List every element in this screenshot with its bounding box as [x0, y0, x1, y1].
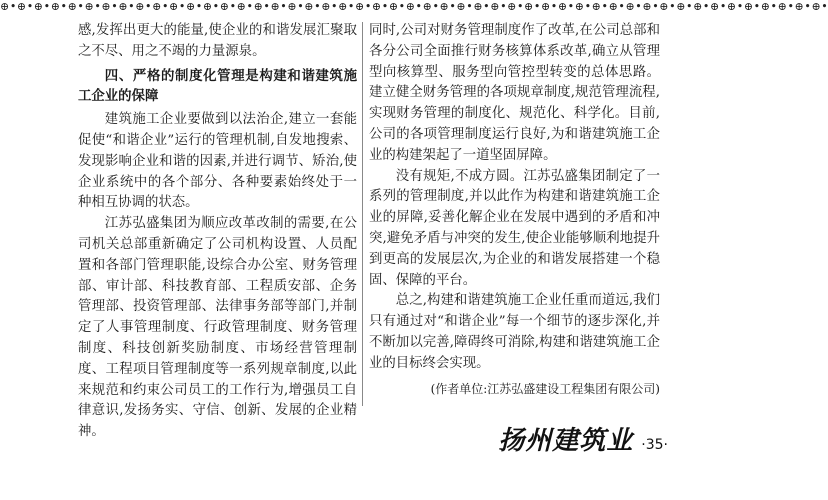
paragraph: 江苏弘盛集团为顺应改革改制的需要,在公司机关总部重新确定了公司机构设置、人员配置和各部门管理职能,设综合办公室、财务管理部、审计部、科技教育部、工程质安部、企务管理部、投资管理部、法律事务部等部门,并制定了人事管理制度、行政管理制度、财务管理制度、科技创新奖励制度、市场经营管理制度、工程项目管理制度等一系列规章制度,以此来规范和约束公司员工的工作行为,增强员工自律意识,发扬务实、守信、创新、发展的企业精神。	[78, 216, 357, 440]
page-footer	[498, 420, 668, 457]
left-column	[78, 21, 357, 443]
right-column	[369, 21, 660, 399]
paragraph: 建筑施工企业要做到以法治企,建立一套能促使“和谐企业”运行的管理机制,自发地搜索、发现影响企业和谐的因素,并进行调节、矫治,使企业系统中的各个部分、各种要素始终处于一种相互协调的状态。	[78, 112, 357, 211]
author-affiliation: (作者单位:江苏弘盛建设工程集团有限公司)	[430, 381, 660, 396]
paragraph: 没有规矩,不成方圆。江苏弘盛集团制定了一系列的管理制度,并以此作为构建和谐建筑施工企业的屏障,妥善化解企业在发展中遇到的矛盾和冲突,避免矛盾与冲突的发生,使企业能够顺利地提升到更高的发展层次,为企业的和谐发展搭建一个稳固、保障的平台。	[369, 168, 660, 288]
decorative-border: ⊕•⊕•⊕•⊕•⊕•⊕•⊕•⊕•⊕•⊕•⊕•⊕•⊕•⊕•⊕•⊕•⊕•⊕•⊕•⊕•⊕•⊕•⊕•⊕•⊕•⊕•⊕•⊕•⊕•⊕•⊕•⊕•⊕•⊕•⊕•⊕•⊕•⊕•⊕•⊕•⊕•⊕•⊕•⊕•⊕•⊕•⊕•⊕•⊕•	[0, 0, 828, 13]
paragraph: 总之,构建和谐建筑施工企业任重而道远,我们只有通过对“和谐企业”每一个细节的逐步深化,并不断加以完善,障碍终可消除,构建和谐建筑施工企业的目标终会实现。	[369, 293, 660, 371]
section-heading: 四、严格的制度化管理是构建和谐建筑施工企业的保障	[78, 68, 357, 105]
paragraph: 感,发挥出更大的能量,使企业的和谐发展汇聚取之不尽、用之不竭的力量源泉。	[78, 23, 357, 59]
page-number: ·35·	[641, 437, 668, 453]
column-divider	[362, 22, 363, 406]
paragraph: 同时,公司对财务管理制度作了改革,在公司总部和各分公司全面推行财务核算体系改革,确立从管理型向核算型、服务型向管控型转变的总体思路。建立健全财务管理的各项规章制度,规范管理流程,实现财务管理的制度化、规范化、科学化。目前,公司的各项管理制度运行良好,为和谐建筑施工企业的构建架起了一道坚固屏障。	[369, 23, 660, 163]
magazine-title: 扬州建筑业	[498, 426, 634, 456]
